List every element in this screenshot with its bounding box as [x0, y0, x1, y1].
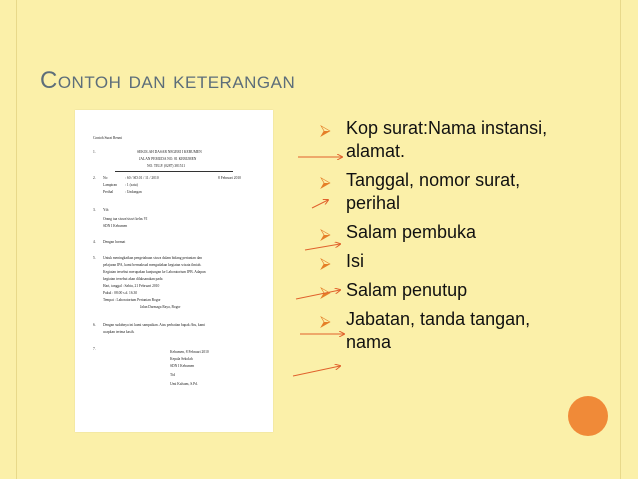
letter-isi-line2: pelajaran IPA, kami bermaksud mengadakan kegiatan wisata ilmiah. — [103, 263, 202, 267]
letter-isi-line1: Untuk meningkatkan pengetahuan siswa dalam bidang pertanian dan — [103, 256, 202, 260]
bullet-text-line2: perihal — [346, 193, 401, 213]
arrow-isi — [296, 290, 340, 299]
letter-no-label: No — [103, 176, 108, 180]
letter-num-7: 7. — [93, 347, 96, 351]
letter-hari: Hari, tanggal : Sabtu, 21 Februari 2010 — [103, 284, 160, 288]
bullet-text-line1: Tanggal, nomor surat, — [346, 170, 521, 190]
arrow-bullet-icon: ⮚ — [320, 122, 331, 139]
letter-salam-pembuka: Dengan hormat — [103, 240, 126, 244]
letter-ttd-nama: Umi Kalsum, S.Pd. — [170, 382, 198, 386]
letter-tempat: Tempat : Laboratorium Pertanian Bogor — [103, 298, 161, 302]
letter-ttd-jabatan: Kepala Sekolah — [170, 357, 193, 361]
arrow-bullet-icon: ⮚ — [320, 226, 331, 243]
bullet-text-line1: Kop surat:Nama instansi, — [346, 118, 548, 138]
letter-tempat-line2: Jalan Darmaga Raya, Bogor — [140, 305, 181, 309]
letter-ttd-sign: Ttd — [170, 373, 175, 377]
arrow-bullet-icon: ⮚ — [320, 313, 331, 330]
letter-heading: Contoh Surat Resmi — [93, 136, 123, 140]
letter-ttd-instansi: SDN I Kebumen — [170, 364, 195, 368]
arrow-tanggal — [312, 200, 328, 208]
letter-perihal-label: Perihal — [103, 190, 114, 194]
slide-title: Contoh dan keterangan — [40, 67, 296, 94]
letter-lampiran-value: : 1 (satu) — [125, 183, 138, 187]
letter-date: 8 Februari 2010 — [218, 176, 241, 180]
bullet-text: Salam penutup — [346, 280, 468, 300]
letter-num-1: 1. — [93, 150, 96, 154]
letter-num-5: 5. — [93, 256, 96, 260]
letter-isi-line4: kegiatan tersebut akan dilaksanakan pada — [103, 277, 163, 281]
letter-num-6: 6. — [93, 323, 96, 327]
letter-yth-line2: Orang tua siswa/siswi kelas VI — [103, 217, 148, 221]
arrow-jabatan — [293, 366, 340, 376]
letter-pukul: Pukul : 08.00 s.d. 16.30 — [103, 291, 138, 295]
arrow-bullet-icon: ⮚ — [320, 174, 331, 191]
letter-num-2: 2. — [93, 176, 96, 180]
letter-yth-line3: SDN I Kebumen — [103, 224, 128, 228]
letter-no-value: : 60 / SD.01 / 11 / 2010 — [125, 176, 159, 180]
arrow-bullet-icon: ⮚ — [320, 284, 331, 301]
arrow-salam-pembuka — [305, 244, 340, 250]
letter-penutup-line2: ucapkan terima kasih. — [103, 330, 135, 334]
letter-lampiran-label: Lampiran — [103, 183, 117, 187]
arrow-bullet-icon: ⮚ — [320, 255, 331, 272]
letter-num-3: 3. — [93, 208, 96, 212]
letter-penutup-line1: Dengan sudahnya ini kami sampaikan. Atas perhatian bapak /ibu, kami — [103, 323, 206, 327]
letter-ttd-place-date: Kebumen, 8 Februari 2010 — [170, 350, 209, 354]
letter-isi-line3: Kegiatan tersebut merupakan kunjungan ke Laboratorium IPB. Adapun — [103, 270, 206, 274]
letter-num-4: 4. — [93, 240, 96, 244]
letter-kop-line1: SEKOLAH DASAR NEGERI I KEBUMEN — [137, 150, 202, 154]
bullet-text-line1: Jabatan, tanda tangan, — [346, 309, 531, 329]
bullet-text: Salam pembuka — [346, 222, 477, 242]
letter-kop-line2: JALAN PEMUDA NO. 81 KEBUMEN — [139, 157, 197, 161]
letter-perihal-value: : Undangan — [125, 190, 142, 194]
letter-yth: Yth — [103, 208, 109, 212]
decorative-circle — [568, 396, 608, 436]
bullet-text-line2: alamat. — [346, 141, 406, 161]
bullet-text: Isi — [346, 251, 364, 271]
bullet-text-line2: nama — [346, 332, 392, 352]
letter-kop-line3: NO. TELP. (0287) 381511 — [147, 164, 186, 168]
